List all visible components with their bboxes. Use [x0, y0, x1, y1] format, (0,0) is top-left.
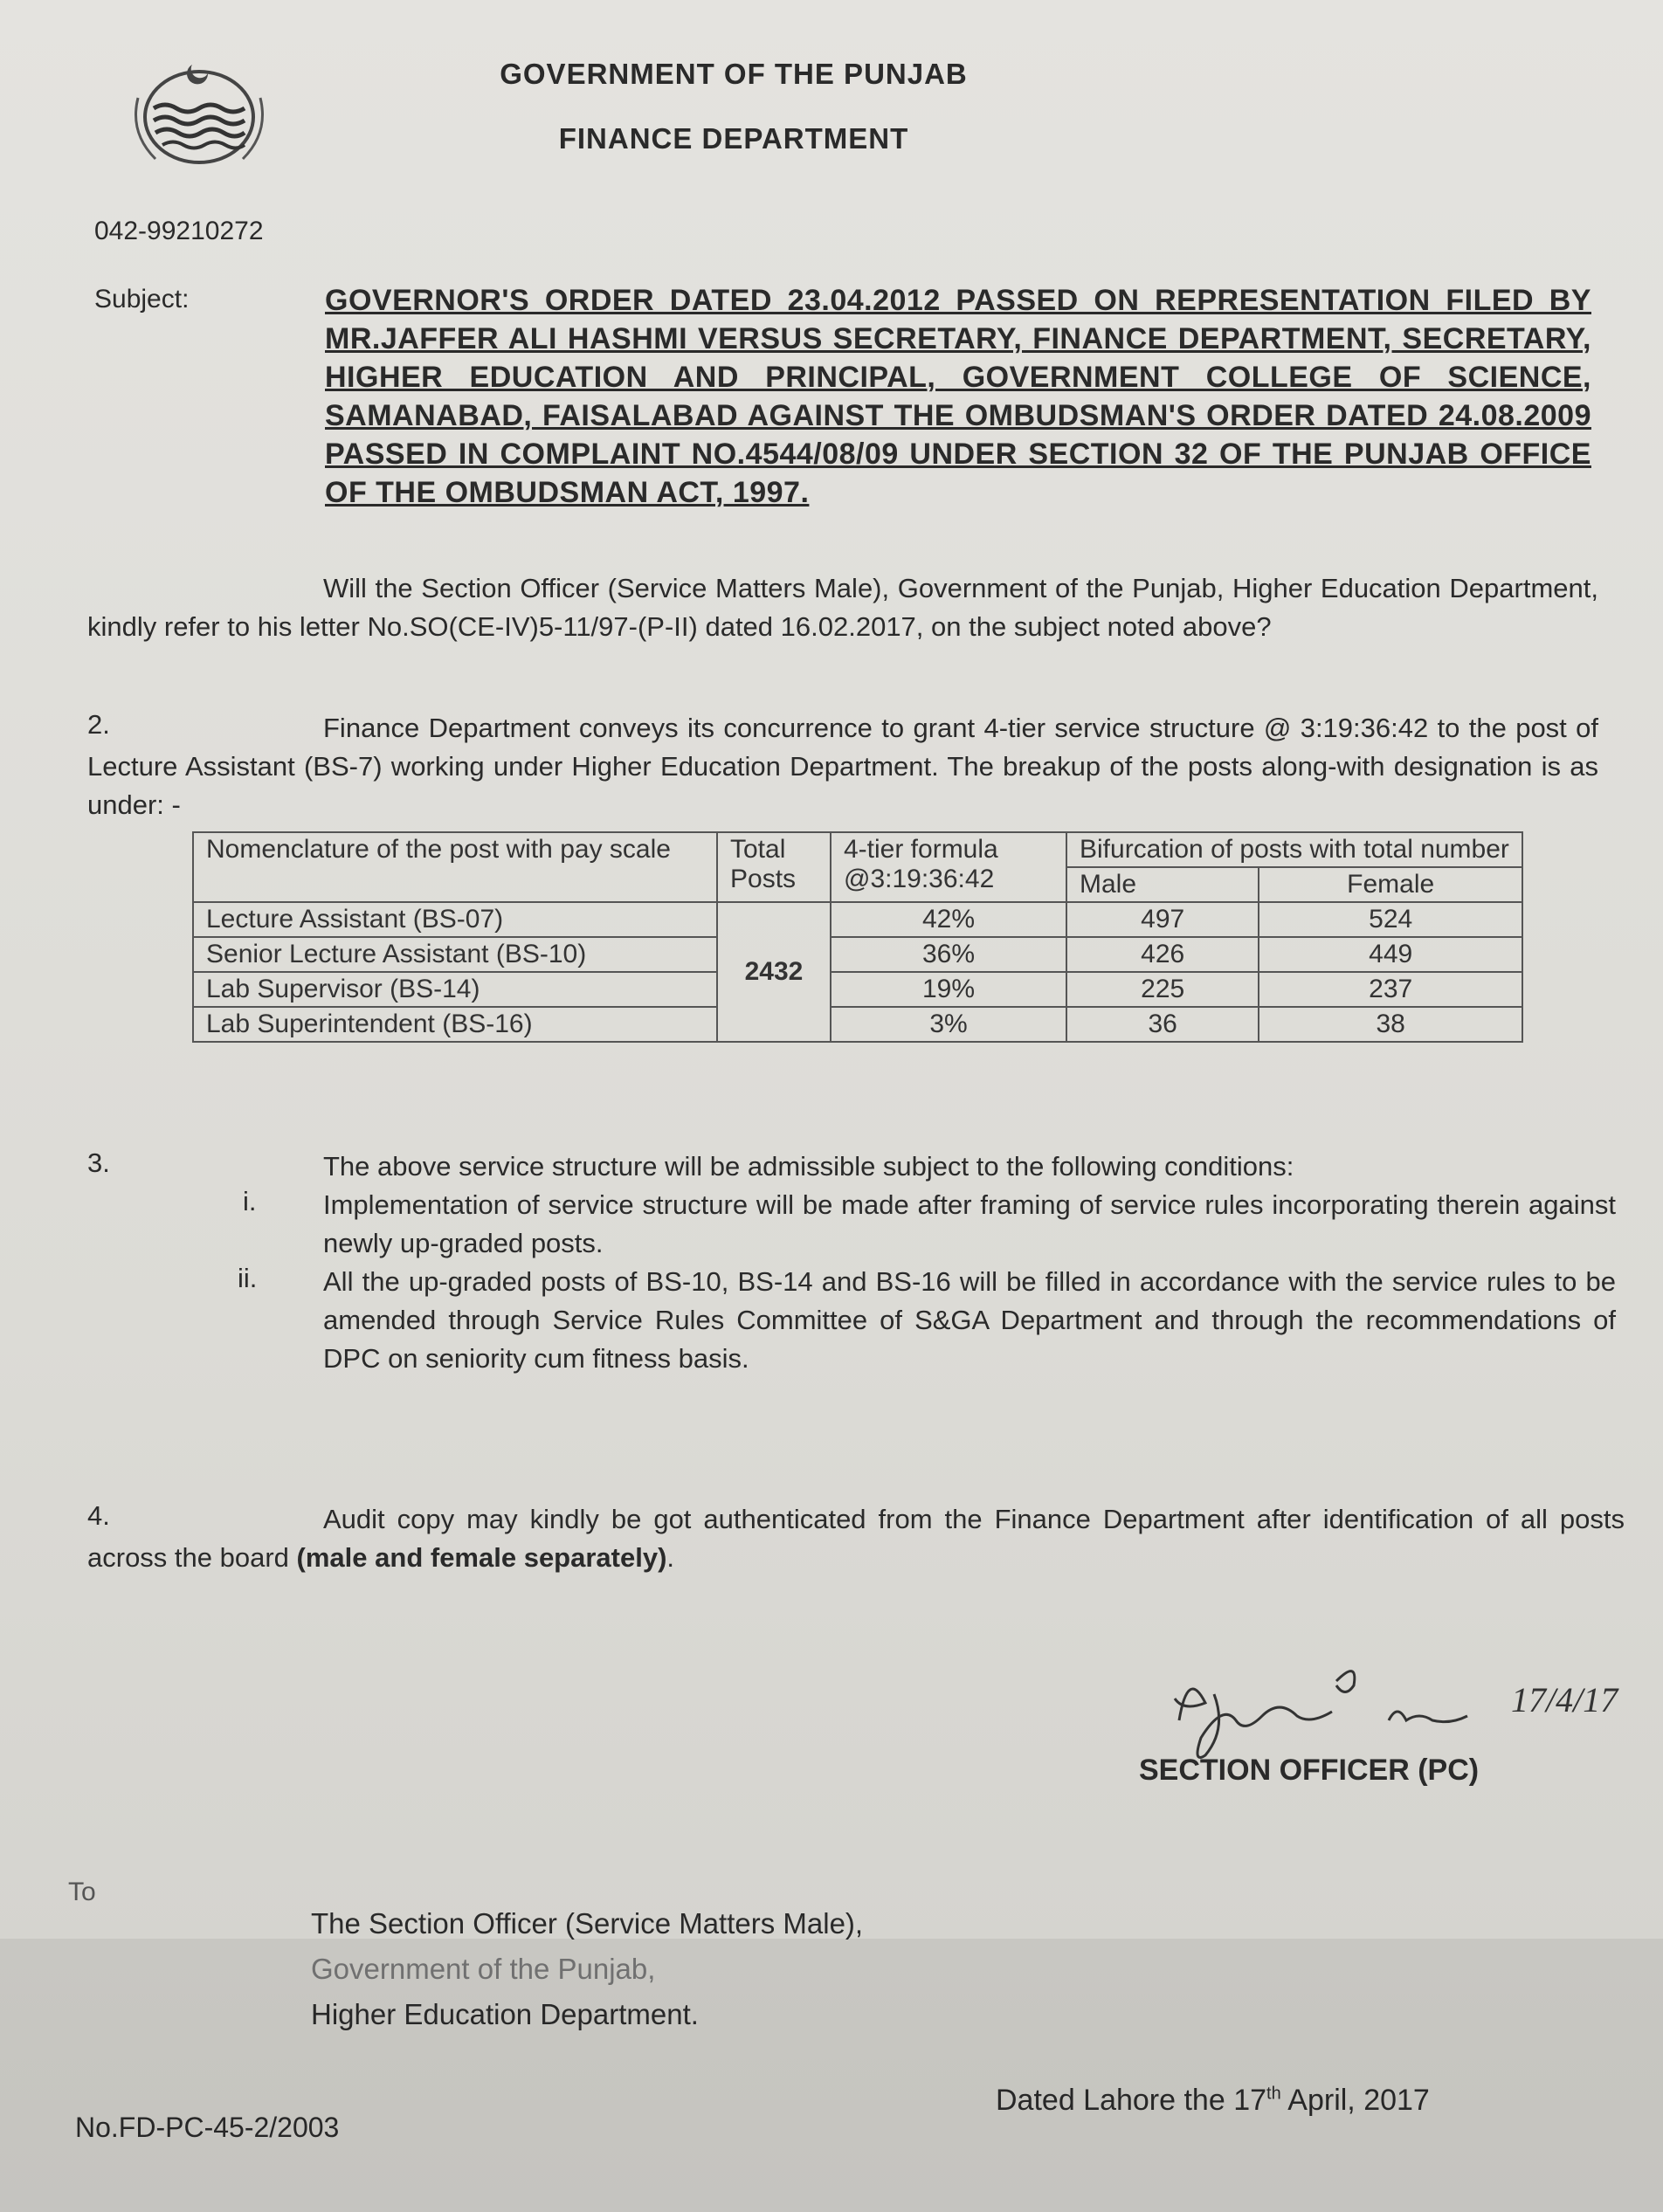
female-count: 237 [1259, 972, 1522, 1007]
file-number: No.FD-PC-45-2/2003 [75, 2112, 340, 2143]
paragraph-3: The above service structure will be admissible subject to the following conditions: [323, 1151, 1294, 1182]
table-row [193, 1007, 1522, 1042]
paragraph-4-end: . [666, 1542, 675, 1573]
condition-1-text: Implementation of service structure will be made after framing of service rules incorporating therein against newly up-graded posts. [323, 1189, 1616, 1258]
dated-line [996, 2084, 1430, 2118]
male-count: 36 [1066, 1007, 1259, 1042]
punjab-government-emblem-icon [112, 45, 286, 176]
table-row [193, 972, 1522, 1007]
header-department: FINANCE DEPARTMENT [558, 122, 909, 155]
signature-date: 17/4/17 [1511, 1680, 1618, 1719]
female-count: 449 [1259, 937, 1522, 972]
male-count: 497 [1066, 902, 1259, 937]
header-formula: 4-tier formula @3:19:36:42 [831, 832, 1066, 902]
addressee-line-2: Government of the Punjab, [311, 1953, 656, 1985]
paragraph-4 [87, 1500, 1625, 1577]
paragraph-4-text: Audit copy may kindly be got authenticated from the Finance Department after identification of all posts across the board [87, 1504, 1625, 1573]
posts-breakup-table [192, 831, 1523, 1043]
subject-label: Subject: [94, 285, 190, 314]
photocopy-shade [0, 1939, 1663, 2212]
dated-suffix: April, 2017 [1280, 2084, 1430, 2117]
table-row [193, 937, 1522, 972]
signatory-designation: SECTION OFFICER (PC) [1139, 1754, 1480, 1787]
table-header-row [193, 832, 1522, 867]
female-count: 524 [1259, 902, 1522, 937]
condition-2-number: ii. [238, 1263, 258, 1293]
post-name: Lab Supervisor (BS-14) [193, 972, 717, 1007]
header-male: Male [1066, 867, 1259, 902]
post-name: Senior Lecture Assistant (BS-10) [193, 937, 717, 972]
post-name: Lecture Assistant (BS-07) [193, 902, 717, 937]
header-bifurcation: Bifurcation of posts with total number [1066, 832, 1522, 867]
addressee-line-3: Higher Education Department. [311, 1998, 699, 2030]
table-row [193, 902, 1522, 937]
paragraph-1: Will the Section Officer (Service Matters Male), Government of the Punjab, Higher Education Department, kindly refer to his letter No.SO(CE-IV)5-11/97-(P-II) dated 16.02.2017, on the subject noted above? [87, 573, 1598, 642]
header-nomenclature: Nomenclature of the post with pay scale [193, 832, 717, 902]
formula-percent: 42% [831, 902, 1066, 937]
condition-1-number: i. [243, 1186, 257, 1216]
paragraph-2-number: 2. [87, 709, 110, 740]
female-count: 38 [1259, 1007, 1522, 1042]
to-label: To [68, 1878, 96, 1906]
dated-ordinal: th [1266, 2084, 1281, 2104]
formula-percent: 36% [831, 937, 1066, 972]
subject-text: GOVERNOR'S ORDER DATED 23.04.2012 PASSED ON REPRESENTATION FILED BY MR.JAFFER ALI HASHMI VERSUS SECRETARY, FINANCE DEPARTMENT, SECRETARY, HIGHER EDUCATION AND PRINCIPAL, GOVERNMENT COLLEGE OF SCIENCE, SAMANABAD, FAISALABAD AGAINST THE OMBUDSMAN'S ORDER DATED 24.08.2009 PASSED IN COMPLAINT NO.4544/08/09 UNDER SECTION 32 OF THE PUNJAB OFFICE OF THE OMBUDSMAN ACT, 1997. [325, 284, 1591, 509]
condition-2-text: All the up-graded posts of BS-10, BS-14 and BS-16 will be filled in accordance with the service rules to be amended through Service Rules Committee of S&GA Department and through the recommendations of DPC on seniority cum fitness basis. [323, 1266, 1616, 1374]
header-total-posts: Total Posts [717, 832, 831, 902]
header-government: GOVERNMENT OF THE PUNJAB [500, 58, 968, 90]
total-posts-value: 2432 [717, 902, 831, 1042]
addressee-line-1: The Section Officer (Service Matters Male), [311, 1907, 864, 1940]
paragraph-4-emphasis: (male and female separately) [296, 1542, 667, 1573]
formula-percent: 19% [831, 972, 1066, 1007]
post-name: Lab Superintendent (BS-16) [193, 1007, 717, 1042]
formula-percent: 3% [831, 1007, 1066, 1042]
male-count: 426 [1066, 937, 1259, 972]
paragraph-4-number: 4. [87, 1500, 110, 1531]
paragraph-2: Finance Department conveys its concurrence to grant 4-tier service structure @ 3:19:36:42 to the post of Lecture Assistant (BS-7) working under Higher Education Department. The breakup of the posts along-with designation is as under: - [87, 713, 1598, 820]
paragraph-3-number: 3. [87, 1147, 110, 1178]
phone-number: 042-99210272 [94, 217, 264, 245]
dated-prefix: Dated Lahore the 17 [996, 2084, 1267, 2117]
header-female: Female [1259, 867, 1522, 902]
male-count: 225 [1066, 972, 1259, 1007]
